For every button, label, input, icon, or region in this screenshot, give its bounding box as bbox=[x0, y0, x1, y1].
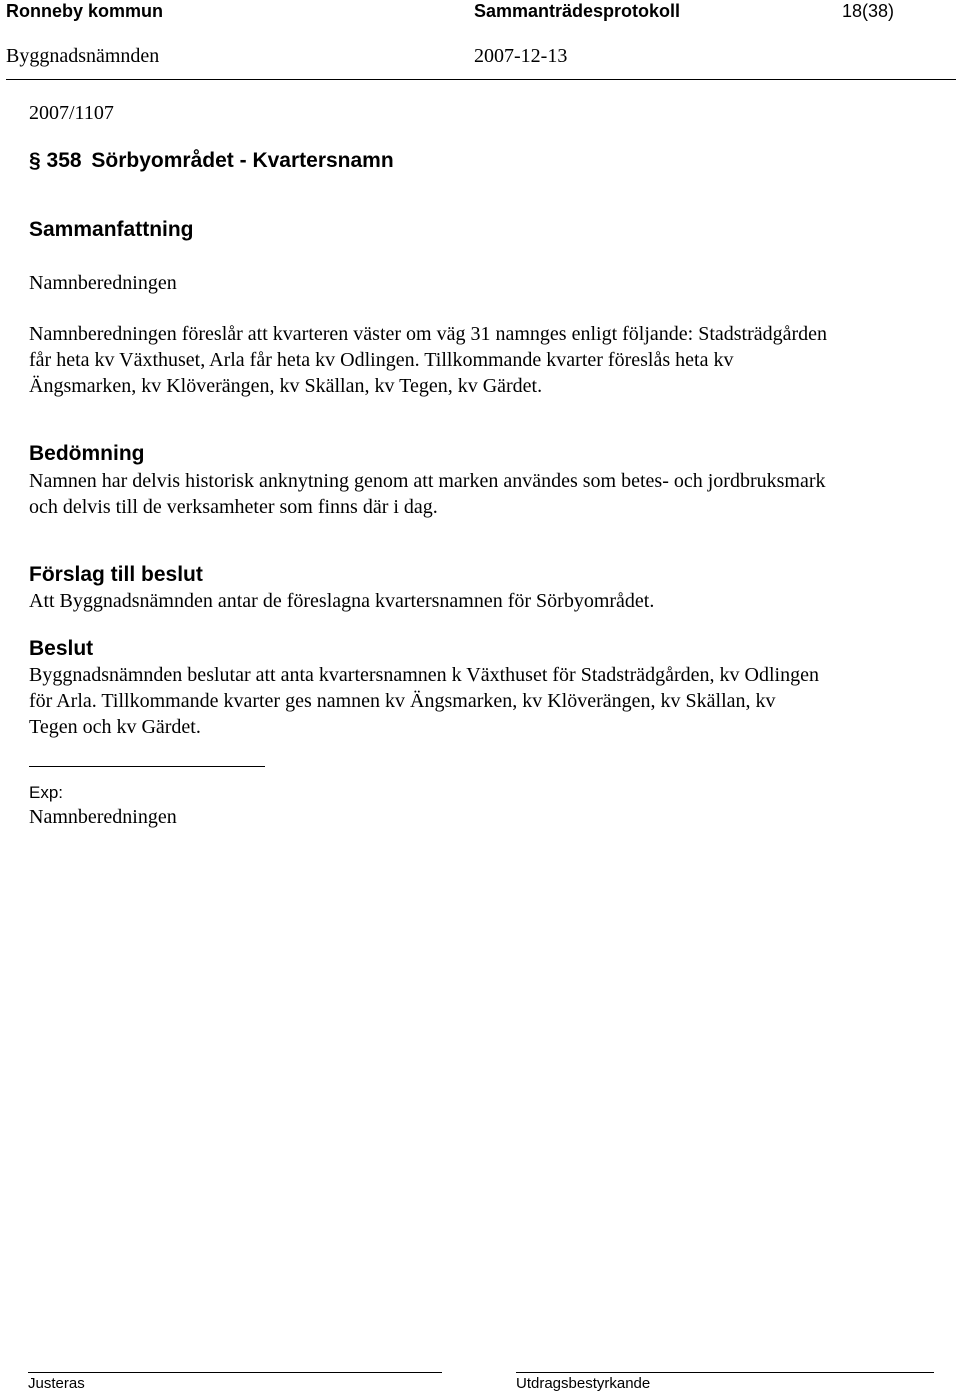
decision-line: för Arla. Tillkommande kvarter ges namnen kv Ängsmarken, kv Klöverängen, kv Skällan, kv bbox=[29, 690, 776, 712]
assessment-line: och delvis till de verksamheter som finns där i dag. bbox=[29, 496, 438, 518]
page-number: 18(38) bbox=[842, 1, 895, 21]
paragraph-title-text: Sörbyområdet - Kvartersnamn bbox=[91, 149, 394, 172]
decision-line: Tegen och kv Gärdet. bbox=[29, 716, 201, 738]
footer-utdragsbestyrkande: Utdragsbestyrkande bbox=[516, 1375, 651, 1392]
paragraph-number: 358 bbox=[46, 149, 82, 172]
summary-line: får heta kv Växthuset, Arla får heta kv Odlingen. Tillkommande kvarter föreslås heta kv bbox=[29, 349, 734, 371]
assessment-line: Namnen har delvis historisk anknytning genom att marken användes som betes- och jordbruksmark bbox=[29, 470, 826, 492]
summary-line: Ängsmarken, kv Klöverängen, kv Skällan, kv Tegen, kv Gärdet. bbox=[29, 375, 543, 397]
distribution-label: Exp: bbox=[29, 783, 64, 802]
proposal-heading: Förslag till beslut bbox=[29, 563, 203, 586]
case-number: 2007/1107 bbox=[29, 102, 114, 124]
decision-heading: Beslut bbox=[29, 637, 94, 660]
summary-line: Namnberedningen föreslår att kvarteren väster om väg 31 namnges enligt följande: Stadsträdgården bbox=[29, 323, 828, 345]
footer-line-left bbox=[28, 1372, 442, 1373]
proposal-line: Att Byggnadsnämnden antar de föreslagna kvartersnamnen för Sörbyområdet. bbox=[29, 590, 655, 612]
decision-text bbox=[29, 662, 939, 740]
summary-source: Namnberedningen bbox=[29, 272, 177, 294]
document-type: Sammanträdesprotokoll bbox=[474, 1, 681, 21]
footer-justeras: Justeras bbox=[28, 1375, 85, 1392]
footer-line-right bbox=[516, 1372, 934, 1373]
assessment-text bbox=[29, 468, 939, 520]
paragraph-title bbox=[29, 148, 394, 174]
header-divider bbox=[6, 79, 956, 80]
section-sign-icon: § bbox=[29, 149, 41, 172]
distribution-recipient: Namnberedningen bbox=[29, 806, 177, 828]
assessment-heading: Bedömning bbox=[29, 442, 145, 465]
meeting-date: 2007-12-13 bbox=[474, 45, 568, 67]
proposal-text bbox=[29, 588, 939, 614]
summary-heading: Sammanfattning bbox=[29, 218, 194, 241]
decision-line: Byggnadsnämnden beslutar att anta kvartersnamnen k Växthuset för Stadsträdgården, kv Odlingen bbox=[29, 664, 819, 686]
organization-name: Ronneby kommun bbox=[6, 1, 164, 21]
signature-line bbox=[29, 766, 265, 767]
committee-name: Byggnadsnämnden bbox=[6, 45, 160, 67]
summary-text bbox=[29, 321, 939, 399]
